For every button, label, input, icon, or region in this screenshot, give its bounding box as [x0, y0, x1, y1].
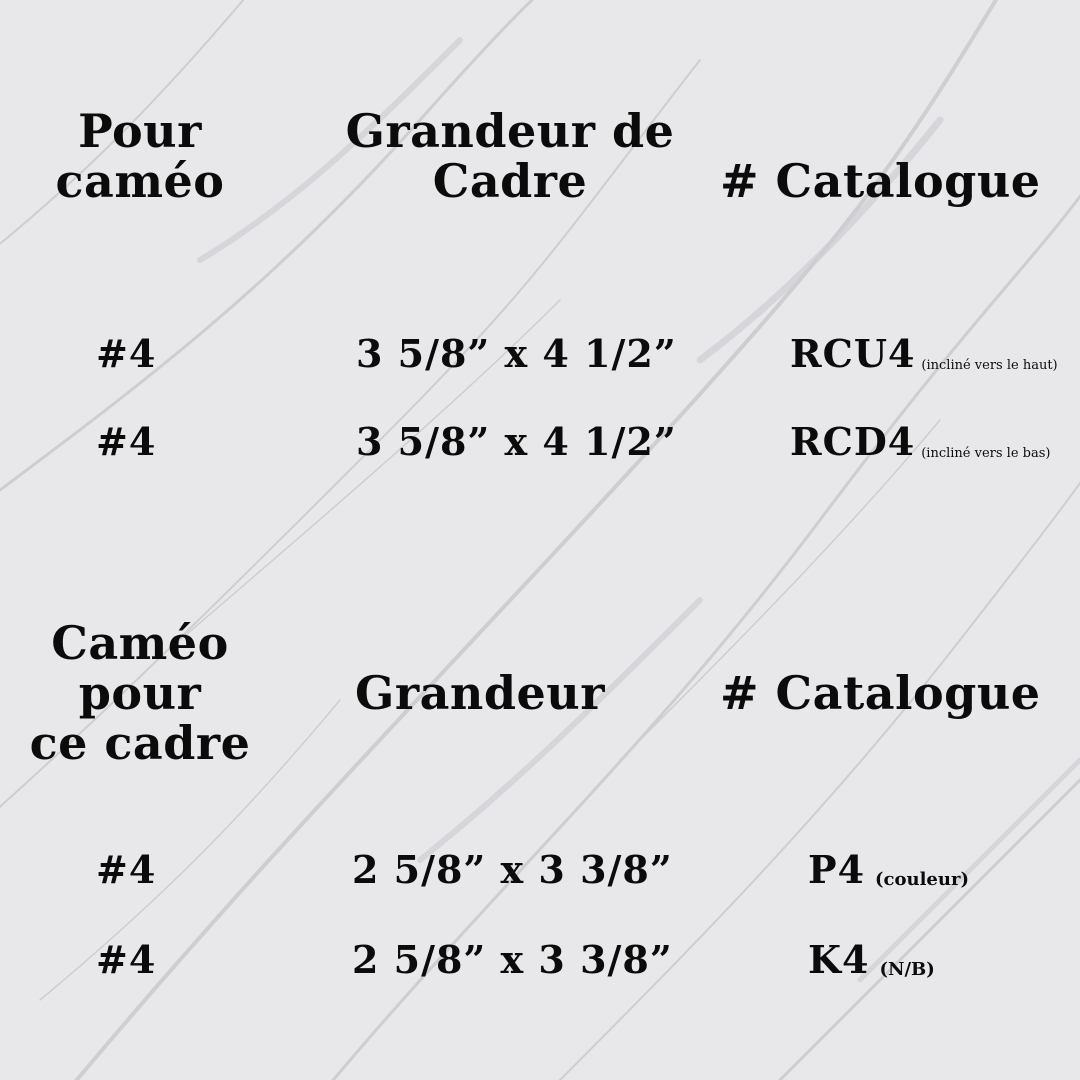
header-grandeur: Grandeur — [355, 666, 605, 720]
header-catalogue-1: # Catalogue — [720, 154, 1041, 208]
row2-catalog — [790, 420, 1050, 476]
row1-catalog — [790, 332, 1058, 388]
row1-cameo: #4 — [96, 331, 157, 376]
row4-catalog — [808, 938, 935, 992]
row4-size: 2 5/8” x 3 3/8” — [352, 937, 673, 982]
row3-cameo: #4 — [96, 847, 157, 892]
row3-catalog-code: P4 — [808, 847, 866, 892]
row3-size: 2 5/8” x 3 3/8” — [352, 847, 673, 892]
row4-cameo: #4 — [96, 937, 157, 982]
row4-catalog-code: K4 — [808, 937, 870, 982]
row3-catalog-note: (couleur) — [875, 869, 969, 890]
header-pour-cameo: Pour caméo — [55, 104, 225, 208]
row2-catalog-code: RCD4 — [790, 419, 916, 464]
row4-catalog-note: (N/B) — [879, 959, 935, 980]
row1-size: 3 5/8” x 4 1/2” — [356, 331, 677, 376]
row2-cameo: #4 — [96, 419, 157, 464]
row2-size: 3 5/8” x 4 1/2” — [356, 419, 677, 464]
header-grandeur-de-cadre: Grandeur de Cadre — [345, 104, 675, 208]
row2-catalog-note: (incliné vers le bas) — [921, 446, 1051, 461]
header-catalogue-2: # Catalogue — [720, 666, 1041, 720]
row3-catalog — [808, 848, 969, 902]
row1-catalog-note: (incliné vers le haut) — [921, 358, 1058, 373]
row1-catalog-code: RCU4 — [790, 331, 916, 376]
header-cameo-pour-ce-cadre: Caméo pour ce cadre — [29, 616, 251, 770]
